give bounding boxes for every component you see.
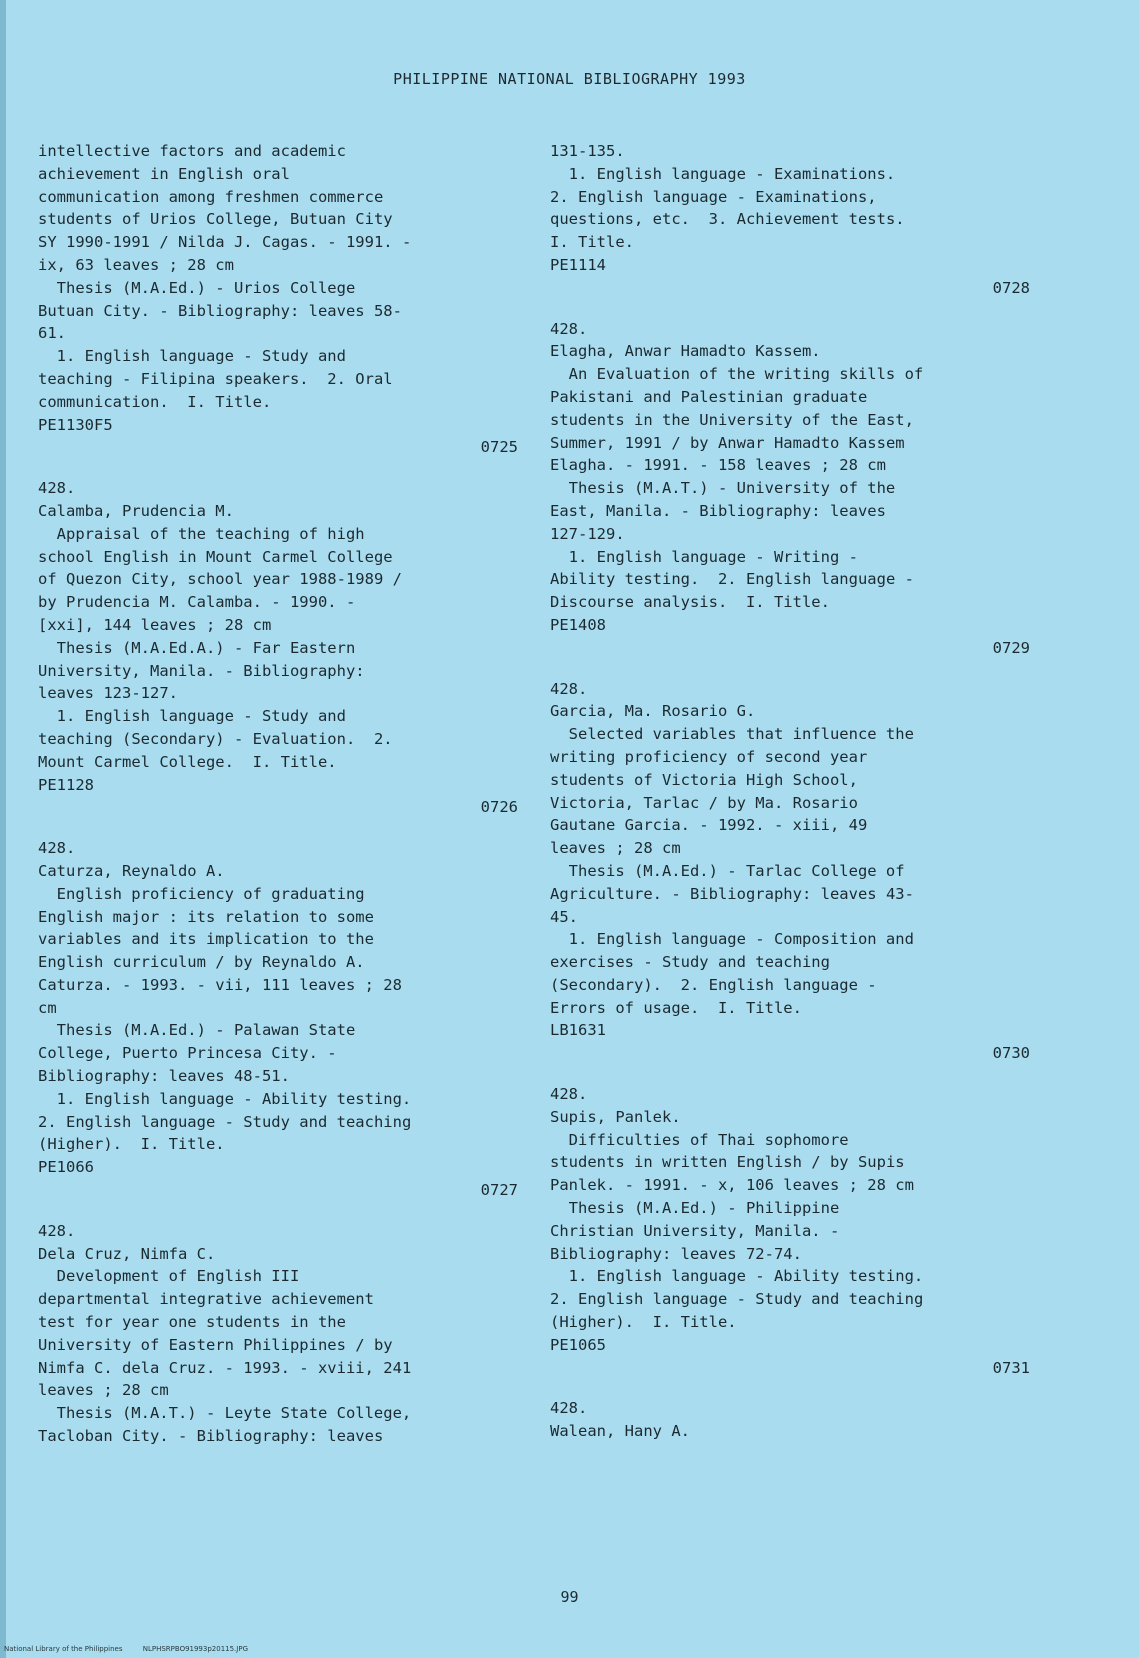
page-header: PHILIPPINE NATIONAL BIBLIOGRAPHY 1993	[393, 70, 746, 88]
entry-line: Christian University, Manila. -	[550, 1221, 840, 1240]
entry-line: Caturza, Reynaldo A.	[38, 861, 225, 880]
entry-line: Discourse analysis. I. Title.	[550, 593, 830, 612]
bibliography-entry	[38, 1220, 518, 1448]
entry-line: SY 1990-1991 / Nilda J. Cagas. - 1991. -	[38, 233, 412, 252]
entry-line: by Prudencia M. Calamba. - 1990. -	[38, 593, 356, 612]
entry-line: Butuan City. - Bibliography: leaves 58-	[38, 301, 402, 320]
entry-line: Dela Cruz, Nimfa C.	[38, 1244, 216, 1263]
entry-line: leaves ; 28 cm	[550, 839, 681, 858]
entry-number: 0729	[992, 638, 1030, 657]
right-column	[550, 140, 1030, 1443]
entry-line: Thesis (M.A.Ed.A.) - Far Eastern	[56, 638, 356, 657]
entry-line: exercises - Study and teaching	[550, 953, 830, 972]
entry-line: 428.	[38, 479, 76, 498]
entry-line: Thesis (M.A.T.) - University of the	[568, 479, 896, 498]
entry-line: Thesis (M.A.Ed.) - Urios College	[56, 278, 356, 297]
entry-line: 45.	[550, 907, 578, 926]
entry-line: teaching - Filipina speakers. 2. Oral	[38, 369, 393, 388]
entry-line: 1. English language - Study and	[56, 707, 346, 726]
entry-line: Gautane Garcia. - 1992. - xiii, 49	[550, 816, 868, 835]
entry-line: test for year one students in the	[38, 1313, 346, 1332]
entry-line: I. Title.	[550, 233, 634, 252]
entry-line: communication. I. Title.	[38, 392, 272, 411]
entry-line: 428.	[550, 1085, 588, 1104]
entry-gap	[550, 1065, 1030, 1083]
page-number: 99	[560, 1588, 579, 1606]
entry-line: PE1065	[550, 1335, 606, 1354]
entry-line: 1. English language - Study and	[56, 347, 346, 366]
entry-line: leaves 123-127.	[38, 684, 178, 703]
entry-line: (Higher). I. Title.	[38, 1135, 225, 1154]
entry-line: 428.	[38, 1221, 76, 1240]
entry-line: students in the University of the East,	[550, 410, 914, 429]
entry-gap	[550, 1379, 1030, 1397]
entry-line: Nimfa C. dela Cruz. - 1993. - xviii, 241	[38, 1358, 412, 1377]
entry-line: 428.	[550, 319, 588, 338]
bibliography-entry	[550, 1397, 1030, 1443]
entry-line: English major : its relation to some	[38, 907, 374, 926]
entry-gap	[550, 660, 1030, 678]
entry-number: 0730	[992, 1044, 1030, 1063]
entry-line: Thesis (M.A.Ed.) - Palawan State	[56, 1021, 356, 1040]
entry-gap	[38, 1202, 518, 1220]
entry-line: College, Puerto Princesa City. -	[38, 1044, 337, 1063]
footer-file: NLPHSRPBO91993p20115.JPG	[142, 1645, 248, 1653]
entry-line: PE1066	[38, 1158, 94, 1177]
entry-line: Walean, Hany A.	[550, 1422, 690, 1441]
left-column	[38, 140, 518, 1448]
entry-line: 428.	[550, 679, 588, 698]
entry-line: PE1114	[550, 255, 606, 274]
entry-line: 1. English language - Composition and	[568, 930, 914, 949]
entry-line: Calamba, Prudencia M.	[38, 501, 234, 520]
entry-line: Selected variables that influence the	[568, 725, 914, 744]
entry-line: 1. English language - Ability testing.	[568, 1267, 924, 1286]
entry-line: University of Eastern Philippines / by	[38, 1335, 393, 1354]
entry-number: 0726	[480, 798, 518, 817]
entry-line: English curriculum / by Reynaldo A.	[38, 953, 365, 972]
entry-line: Garcia, Ma. Rosario G.	[550, 702, 756, 721]
entry-line: [xxi], 144 leaves ; 28 cm	[38, 615, 272, 634]
entry-line: PE1130F5	[38, 415, 113, 434]
entry-line: Bibliography: leaves 48-51.	[38, 1067, 290, 1086]
entry-number: 0727	[480, 1181, 518, 1200]
entry-line: Bibliography: leaves 72-74.	[550, 1244, 802, 1263]
entry-line: Difficulties of Thai sophomore	[568, 1130, 849, 1149]
entry-line: of Quezon City, school year 1988-1989 /	[38, 570, 402, 589]
entry-line: writing proficiency of second year	[550, 747, 868, 766]
entry-line: ix, 63 leaves ; 28 cm	[38, 255, 234, 274]
entry-line: leaves ; 28 cm	[38, 1381, 169, 1400]
entry-line: 127-129.	[550, 524, 625, 543]
entry-line: departmental integrative achievement	[38, 1290, 374, 1309]
entry-line: (Secondary). 2. English language -	[550, 975, 877, 994]
bibliography-entry	[550, 318, 1030, 678]
entry-line: 428.	[38, 839, 76, 858]
entry-line: 428.	[550, 1399, 588, 1418]
entry-line: English proficiency of graduating	[56, 884, 365, 903]
bibliography-entry	[38, 837, 518, 1220]
entry-line: University, Manila. - Bibliography:	[38, 661, 365, 680]
entry-line: Supis, Panlek.	[550, 1107, 681, 1126]
entry-line: PE1408	[550, 615, 606, 634]
entry-line: teaching (Secondary) - Evaluation. 2.	[38, 729, 393, 748]
entry-line: variables and its implication to the	[38, 930, 374, 949]
entry-line: Ability testing. 2. English language -	[550, 570, 914, 589]
entry-line: Panlek. - 1991. - x, 106 leaves ; 28 cm	[550, 1176, 914, 1195]
entry-line: Summer, 1991 / by Anwar Hamadto Kassem	[550, 433, 905, 452]
bibliography-entry	[550, 140, 1030, 318]
entry-line: communication among freshmen commerce	[38, 187, 384, 206]
entry-line: Elagha. - 1991. - 158 leaves ; 28 cm	[550, 456, 886, 475]
entry-line: Mount Carmel College. I. Title.	[38, 752, 337, 771]
entry-line: 2. English language - Examinations,	[550, 187, 877, 206]
entry-line: Pakistani and Palestinian graduate	[550, 387, 868, 406]
footer-source: National Library of the Philippines	[4, 1645, 123, 1653]
entry-line: An Evaluation of the writing skills of	[568, 365, 924, 384]
entry-line: 1. English language - Ability testing.	[56, 1089, 412, 1108]
entry-line: Victoria, Tarlac / by Ma. Rosario	[550, 793, 858, 812]
entry-line: achievement in English oral	[38, 164, 290, 183]
entry-gap	[38, 459, 518, 477]
entry-line: 131-135.	[550, 142, 625, 160]
entry-line: Agriculture. - Bibliography: leaves 43-	[550, 884, 914, 903]
entry-line: intellective factors and academic	[38, 142, 346, 160]
entry-line: LB1631	[550, 1021, 606, 1040]
entry-line: 61.	[38, 324, 66, 343]
entry-gap	[38, 819, 518, 837]
entry-line: students of Urios College, Butuan City	[38, 210, 393, 229]
entry-line: cm	[38, 998, 57, 1017]
entry-line: 2. English language - Study and teaching	[38, 1112, 412, 1131]
entry-line: 2. English language - Study and teaching	[550, 1290, 924, 1309]
entry-line: PE1128	[38, 775, 94, 794]
entry-line: East, Manila. - Bibliography: leaves	[550, 501, 886, 520]
entry-line: Caturza. - 1993. - vii, 111 leaves ; 28	[38, 975, 402, 994]
entry-line: (Higher). I. Title.	[550, 1313, 737, 1332]
entry-line: students in written English / by Supis	[550, 1153, 905, 1172]
entry-line: 1. English language - Writing -	[568, 547, 858, 566]
entry-line: questions, etc. 3. Achievement tests.	[550, 210, 905, 229]
bibliography-entry	[38, 477, 518, 837]
entry-line: Thesis (M.A.T.) - Leyte State College,	[56, 1404, 412, 1423]
entry-number: 0728	[992, 278, 1030, 297]
entry-line: Errors of usage. I. Title.	[550, 998, 802, 1017]
bibliography-entry	[38, 140, 518, 477]
entry-line: Tacloban City. - Bibliography: leaves	[38, 1427, 384, 1446]
entry-line: 1. English language - Examinations.	[568, 164, 896, 183]
entry-line: Appraisal of the teaching of high	[56, 524, 365, 543]
entry-line: Thesis (M.A.Ed.) - Tarlac College of	[568, 861, 905, 880]
entry-line: school English in Mount Carmel College	[38, 547, 393, 566]
entry-line: Development of English III	[56, 1267, 300, 1286]
entry-line: Thesis (M.A.Ed.) - Philippine	[568, 1199, 840, 1218]
entry-line: Elagha, Anwar Hamadto Kassem.	[550, 342, 821, 361]
bibliography-entry	[550, 678, 1030, 1084]
entry-gap	[550, 300, 1030, 318]
scan-footer	[4, 1645, 266, 1653]
page-edge	[0, 0, 6, 1658]
entry-number: 0731	[992, 1358, 1030, 1377]
entry-number: 0725	[480, 438, 518, 457]
entry-line: students of Victoria High School,	[550, 770, 858, 789]
bibliography-entry	[550, 1083, 1030, 1397]
